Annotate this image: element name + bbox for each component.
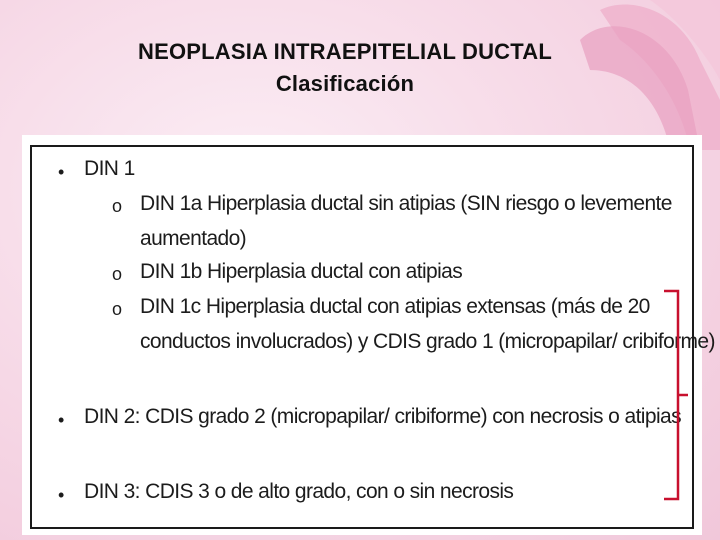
bullet: • [58, 485, 64, 505]
din1b-line: DIN 1b Hiperplasia ductal con atipias [140, 260, 463, 283]
sub-bullet: o [112, 196, 122, 216]
classification-list [32, 147, 715, 527]
grouping-bracket [658, 285, 688, 505]
classification-box [30, 145, 715, 529]
slide-title [0, 36, 690, 100]
title-line-1: NEOPLASIA INTRAEPITELIAL DUCTAL [137, 39, 553, 64]
sub-bullet: o [112, 299, 122, 319]
bullet: • [58, 162, 64, 182]
din1c-line-1: DIN 1c Hiperplasia ductal con atipias extensas (más de 20 [140, 295, 650, 318]
din2-text: DIN 2: CDIS grado 2 (micropapilar/ cribiforme) con necrosis o atipias [84, 405, 681, 428]
sub-bullet: o [112, 264, 122, 284]
din1-label: DIN 1 [84, 157, 135, 180]
content-panel [22, 135, 715, 535]
bullet: • [58, 410, 64, 430]
din1a-line-2: aumentado) [140, 227, 247, 250]
title-line-2: Clasificación [275, 71, 415, 96]
din1c-line-2: conductos involucrados) y CDIS grado 1 (micropapilar/ cribiforme) [140, 330, 715, 353]
din1a-line-1: DIN 1a Hiperplasia ductal sin atipias (SIN riesgo o levemente [140, 192, 672, 215]
din3-text: DIN 3: CDIS 3 o de alto grado, con o sin necrosis [84, 480, 514, 503]
